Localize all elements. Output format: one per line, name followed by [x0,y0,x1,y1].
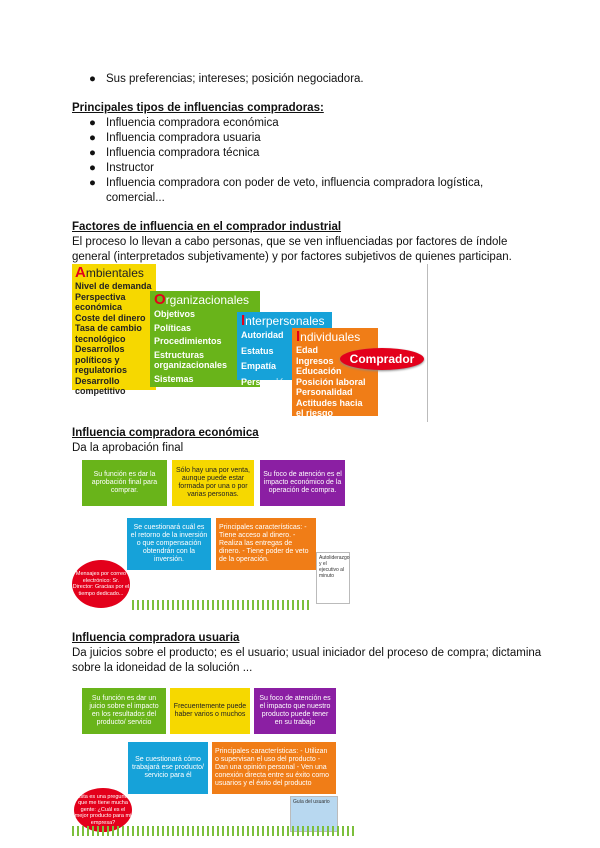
economica-tile-characteristics: Principales características: - Tiene acceso al dinero. - Realiza las entregas de dinero. - Tiene poder de veto de la operación. [216,518,316,570]
interpersonales-title: Interpersonales [241,312,325,329]
organizacionales-box: Organizacionales Objetivos Políticas Procedimientos Estructuras organizacionales Sistemas [150,291,260,387]
usuaria-tile-count: Frecuentemente puede haber varios o muchos [170,688,250,734]
economica-speech-bubble: Mensajes por correo electrónico: Sr. Director: Gracias por el tiempo dedicado... [72,560,130,608]
organizacionales-title: Organizacionales [154,291,250,308]
usuaria-paragraph-line1: Da juicios sobre el producto; es el usuario; usual iniciador del proceso de compra; dictamina [72,647,542,659]
usuaria-tile-focus: Su foco de atención es el impacto que nuestro producto puede tener en su trabajo [254,688,336,734]
economica-tile-function: Su función es dar la aprobación final para comprar. [82,460,167,506]
bullet-icon: ● [89,132,96,144]
economica-tile-question: Se cuestionará cuál es el retorno de la inversión o que compensación obtendrán con la inversión. [127,518,211,570]
ambientales-title: Ambientales [75,264,144,281]
usuaria-heading: Influencia compradora usuaria [72,632,240,644]
comprador-label: Comprador [340,348,424,370]
bullet-icon: ● [89,73,96,85]
bullet-icon: ● [89,117,96,129]
factores-paragraph-line2: general (interpretados subjetivamente) y por factores subjetivos de quienes participan. [72,251,512,263]
factors-diagram [72,264,428,422]
usuaria-tile-function: Su función es dar un juicio sobre el impacto en los resultados del producto/ servicio [82,688,166,734]
factores-paragraph-line1: El proceso lo llevan a cabo personas, que se ven influenciadas por factores de índole [72,236,508,248]
economica-diagram [72,456,354,610]
usuaria-paragraph-line2: sobre la idoneidad de la solución ... [72,662,253,674]
economica-tile-count: Sólo hay una por venta, aunque puede estar formada por una o por varias personas. [172,460,254,506]
bullet-icon: ● [89,162,96,174]
tipos-heading: Principales tipos de influencias compradoras: [72,102,324,114]
economica-grass-strip [132,600,312,610]
usuaria-tile-characteristics: Principales características: - Utilizan o supervisan el uso del producto - Dan una opinión personal - Ven una conexión directa entre su éxito como usuarios y el éxito del producto [212,742,336,794]
usuaria-tile-question: Se cuestionará cómo trabajará ese producto/ servicio para él [128,742,208,794]
list-item-continuation: comercial... [106,192,165,204]
bullet-icon: ● [89,147,96,159]
economica-tile-focus: Su foco de atención es el impacto económico de la operación de compra. [260,460,345,506]
usuaria-diagram [72,684,354,836]
economica-heading: Influencia compradora económica [72,427,259,439]
individuales-box: Individuales Edad Ingresos Educación Posición laboral Personalidad Actitudes hacia el riesgo [292,328,378,416]
individuales-title: Individuales [296,328,361,345]
ambientales-box: Ambientales Nivel de demanda Perspectiva económica Coste del dinero Tasa de cambio tecnológico Desarrollos políticos y regulatorios Desarrollo competitivo [72,264,156,390]
factores-heading: Factores de influencia en el comprador industrial [72,221,342,233]
diagram-divider [427,264,428,422]
usuaria-book-cover: Guía del usuario [290,796,338,832]
usuaria-grass-strip [72,826,354,836]
economica-subtitle: Da la aprobación final [72,442,184,454]
usuaria-speech-bubble: Esta es una pregunta que me tiene mucha gente: ¿Cuál es el mejor producto para mi empresa? [74,788,132,832]
interpersonales-box: Interpersonales Autoridad Estatus Empatía Persuasión [237,312,332,380]
bullet-icon: ● [89,177,96,189]
economica-book-cover: Autoliderazgo y el ejecutivo al minuto [316,552,350,604]
